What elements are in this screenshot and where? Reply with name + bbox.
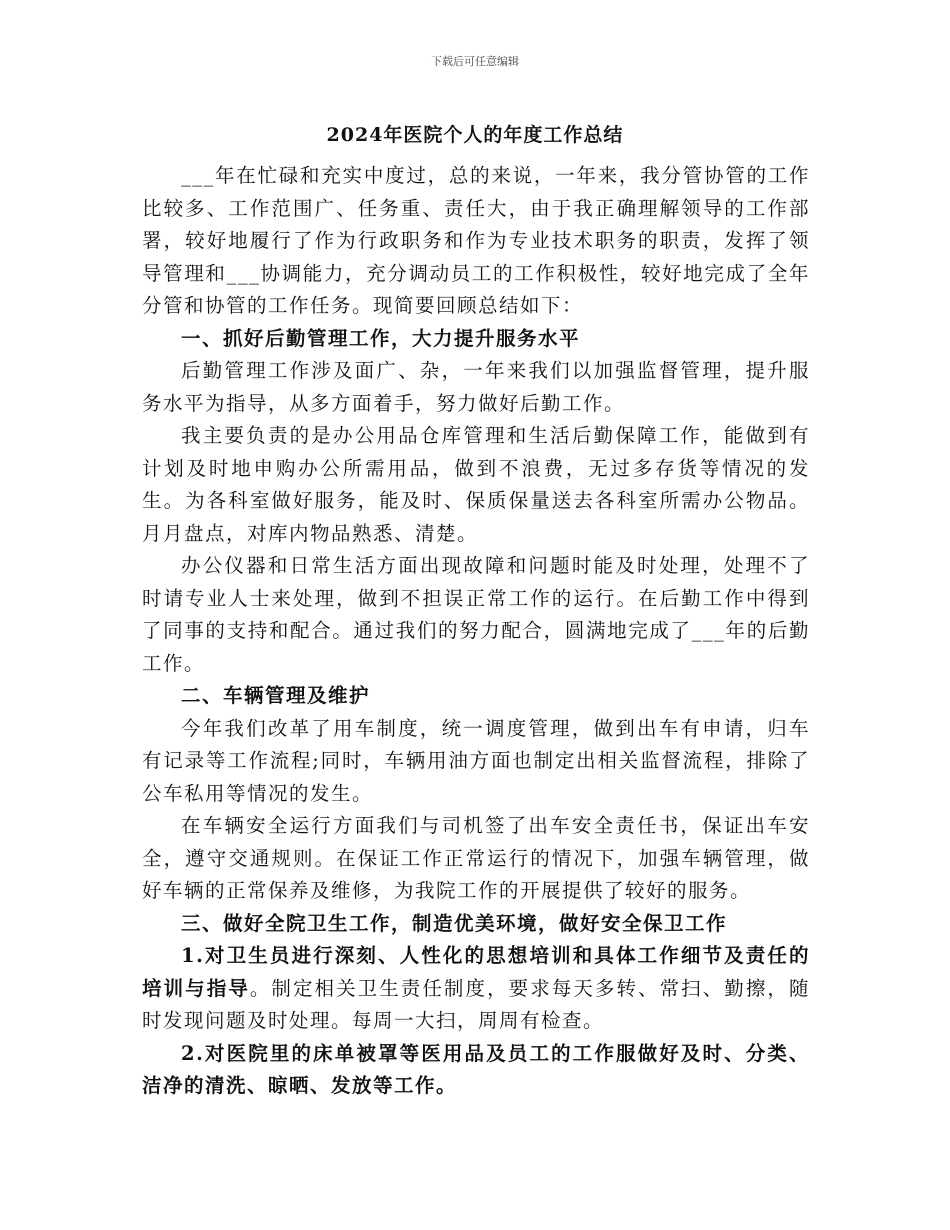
- page-header-note: 下载后可任意编辑: [431, 55, 519, 68]
- document-body: [142, 160, 810, 1103]
- intro-paragraph: ___年在忙碌和充实中度过，总的来说，一年来，我分管协管的工作比较多、工作范围广、任务重、责任大，由于我正确理解领导的工作部署，较好地履行了作为行政职务和作为专业技术职务的职责，发挥了领导管理和___协调能力，充分调动员工的工作积极性，较好地完成了全年分管和协管的工作任务。现简要回顾总结如下：: [142, 164, 810, 317]
- section-3-heading: 三、做好全院卫生工作，制造优美环境，做好安全保卫工作: [181, 911, 728, 935]
- section-3-item-1: [142, 940, 810, 1038]
- section-1-paragraph-1: 后勤管理工作涉及面广、杂，一年来我们以加强监督管理，提升服务水平为指导，从多方面着手，努力做好后勤工作。: [142, 359, 810, 415]
- section-3-item-1-body: 。制定相关卫生责任制度，要求每天多转、常扫、勤擦，随时发现问题及时处理。每周一大扫，周周有检查。: [142, 976, 810, 1032]
- section-3-item-1-lead: 1.对卫生员进行深刻、人性化的思想培训和具体工作细节及责任的培训与指导: [142, 944, 810, 1000]
- section-2-paragraph-2: 在车辆安全运行方面我们与司机签了出车安全责任书，保证出车安全，遵守交通规则。在保证工作正常运行的情况下，加强车辆管理，做好车辆的正常保养及维修，为我院工作的开展提供了较好的服务。: [142, 814, 810, 902]
- section-3-item-2: 2.对医院里的床单被罩等医用品及员工的工作服做好及时、分类、洁净的清洗、晾晒、发放等工作。: [142, 1041, 810, 1097]
- section-2-paragraph-1: 今年我们改革了用车制度，统一调度管理，做到出车有申请，归车有记录等工作流程;同时，车辆用油方面也制定出相关监督流程，排除了公车私用等情况的发生。: [142, 716, 810, 805]
- document-title: 2024年医院个人的年度工作总结: [326, 124, 624, 146]
- section-1-heading: 一、抓好后勤管理工作，大力提升服务水平: [181, 326, 581, 350]
- section-2-heading: 二、车辆管理及维护: [181, 684, 371, 707]
- section-1-paragraph-3: 办公仪器和日常生活方面出现故障和问题时能及时处理，处理不了时请专业人士来处理，做到不担误正常工作的运行。在后勤工作中得到了同事的支持和配合。通过我们的努力配合，圆满地完成了___年的后勤工作。: [142, 554, 810, 675]
- section-1-paragraph-2: 我主要负责的是办公用品仓库管理和生活后勤保障工作，能做到有计划及时地申购办公所需用品，做到不浪费，无过多存货等情况的发生。为各科室做好服务，能及时、保质保量送去各科室所需办公物品。月月盘点，对库内物品熟悉、清楚。: [142, 424, 810, 545]
